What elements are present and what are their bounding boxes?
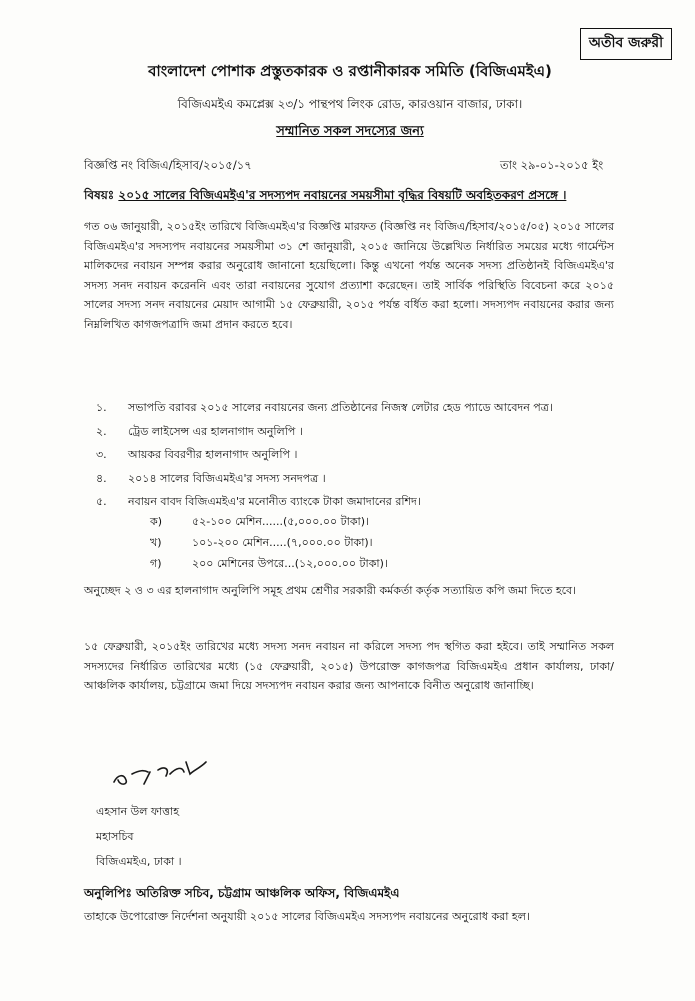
notice-date: তাং ২৯-০১-২০১৫ ইং xyxy=(500,158,604,172)
fee-letter: গ) xyxy=(150,557,162,570)
fee-text: ১০১-২০০ মেশিন.....(৭,০০০.০০ টাকা)। xyxy=(192,536,373,549)
body-paragraph-3: ১৫ ফেব্রুয়ারী, ২০১৫ইং তারিখের মধ্যে সদস্য সনদ নবায়ন না করিলে সদস্য পদ স্থগিত করা হইবে। তাই সম্মানিত সকল সদস্যদের নির্ধারিত তারিখের মধ্যে (১৫ ফেব্রুয়ারী, ২০১৫) উপরোক্ত কাগজপত্র বিজিএমইএ প্রধান কার্যালয়, ঢাকা/ আঞ্চলিক কার্যালয়, চট্টগ্রামে জমা দিয়ে সদস্যপদ নবায়ন করার জন্য আপনাকে বিনীত অনুরোধ জানাচ্ছি। xyxy=(84,640,614,692)
list-item xyxy=(96,469,636,493)
item-number: ৩. xyxy=(96,448,107,462)
item-text: সভাপতি বরাবর ২০১৫ সালের নবায়নের জন্য প্রতিষ্ঠানের নিজস্ব লেটার হেড প্যাডে আবেদন পত্র। xyxy=(128,401,553,414)
fee-text: ৫২-১০০ মেশিন......(৫,০০০.০০ টাকা)। xyxy=(192,515,369,528)
audience-text: সম্মানিত সকল সদস্যের জন্য xyxy=(276,124,424,139)
urgent-stamp: অতীব জরুরী xyxy=(580,28,672,60)
fee-list xyxy=(150,512,388,575)
fee-item xyxy=(150,554,388,575)
body-paragraph-1: গত ০৬ জানুয়ারী, ২০১৫ইং তারিখে বিজিএমইএ'র বিজ্ঞপ্তি মারফত (বিজ্ঞপ্তি নং বিজিএ/হিসাব/২০১৫/০৫) ২০১৫ সালের বিজিএমইএ'র সদস্যপদ নবায়নের সময়সীমা ৩১ শে জানুয়ারী, ২০১৫ জানিয়ে উল্লেখিত নির্ধারিত সময়ের মধ্যে গার্মেন্টস মালিকদের নবায়ন সম্পন্ন করার অনুরোধ জানানো হয়েছিলো। কিন্তু এখনো পর্যন্ত অনেক সদস্য প্রতিষ্ঠানই বিজিএমইএ'র সদস্য সনদ নবায়ন করেননি এবং তারা নবায়নের সুযোগ প্রত্যাশা করেছেন। তাই সার্বিক পরিস্থিতি বিবেচনা করে ২০১৫ সালের সদস্য সনদ নবায়নের মেয়াদ আগামী ১৫ ফেব্রুয়ারী, ২০১৫ পর্যন্ত বর্ধিত করা হলো। সদস্যপদ নবায়নের করার জন্য নিম্নলিখিত কাগজপত্রাদি জমা প্রদান করতে হবে। xyxy=(84,220,614,331)
fee-item xyxy=(150,512,388,533)
fee-letter: খ) xyxy=(150,536,162,549)
copy-instruction: তাহাকে উপোরোক্ত নির্দেশনা অনুযায়ী ২০১৫ সালের বিজিএমইএ সদস্যপদ নবায়নের অনুরোধ করা হল। xyxy=(84,910,530,923)
handwritten-signature xyxy=(110,752,220,792)
fee-text: ২০০ মেশিনের উপরে...(১২,০০০.০০ টাকা)। xyxy=(192,557,388,570)
list-item xyxy=(96,445,636,469)
fee-letter: ক) xyxy=(150,515,162,528)
body-paragraph-2: অনুচ্ছেদ ২ ও ৩ এর হালনাগাদ অনুলিপি সমূহ প্রথম শ্রেণীর সরকারী কর্মকর্তা কর্তৃক সত্যায়িত কপি জমা দিতে হবে। xyxy=(84,584,577,597)
subject-text: ২০১৫ সালের বিজিএমইএ'র সদস্যপদ নবায়নের সময়সীমা বৃদ্ধির বিষয়টি অবহিতকরণ প্রসঙ্গে । xyxy=(118,188,567,202)
copy-recipient: অনুলিপিঃ অতিরিক্ত সচিব, চট্টগ্রাম আঞ্চলিক অফিস, বিজিএমইএ xyxy=(84,886,400,900)
item-text: ট্রেড লাইসেন্স এর হালনাগাদ অনুলিপি । xyxy=(128,424,303,438)
subject-label: বিষয়ঃ xyxy=(84,188,115,202)
item-text: আয়কর বিবরণীর হালনাগাদ অনুলিপি । xyxy=(128,448,298,462)
item-number: ৪. xyxy=(96,471,107,485)
item-number: ১. xyxy=(96,401,107,414)
subject-line xyxy=(84,187,644,207)
organization-address: বিজিএমইএ কমপ্লেক্স ২৩/১ পান্থপথ লিংক রোড, কারওয়ান বাজার, ঢাকা। xyxy=(177,97,523,111)
item-text: নবায়ন বাবদ বিজিএমইএ'র মনোনীত ব্যাংকে টাকা জমাদানের রশিদ। xyxy=(128,495,421,509)
item-number: ৫. xyxy=(96,495,107,509)
audience-heading xyxy=(60,122,640,143)
organization-title: বাংলাদেশ পোশাক প্রস্তুতকারক ও রপ্তানীকারক সমিতি (বিজিএমইএ) xyxy=(148,62,552,80)
fee-item xyxy=(150,533,388,554)
signatory-name: এহসান উল ফাত্তাহ xyxy=(96,805,179,818)
reference-number: বিজ্ঞপ্তি নং বিজিএ/হিসাব/২০১৫/১৭ xyxy=(84,158,252,172)
signatory-designation: মহাসচিব xyxy=(96,830,134,843)
list-item xyxy=(96,422,636,446)
requirements-list xyxy=(96,398,636,516)
list-item xyxy=(96,398,636,422)
item-number: ২. xyxy=(96,424,107,438)
signatory-organization: বিজিএমইএ, ঢাকা । xyxy=(96,855,182,868)
item-text: ২০১৪ সালের বিজিএমইএ'র সদস্য সনদপত্র । xyxy=(128,471,326,485)
